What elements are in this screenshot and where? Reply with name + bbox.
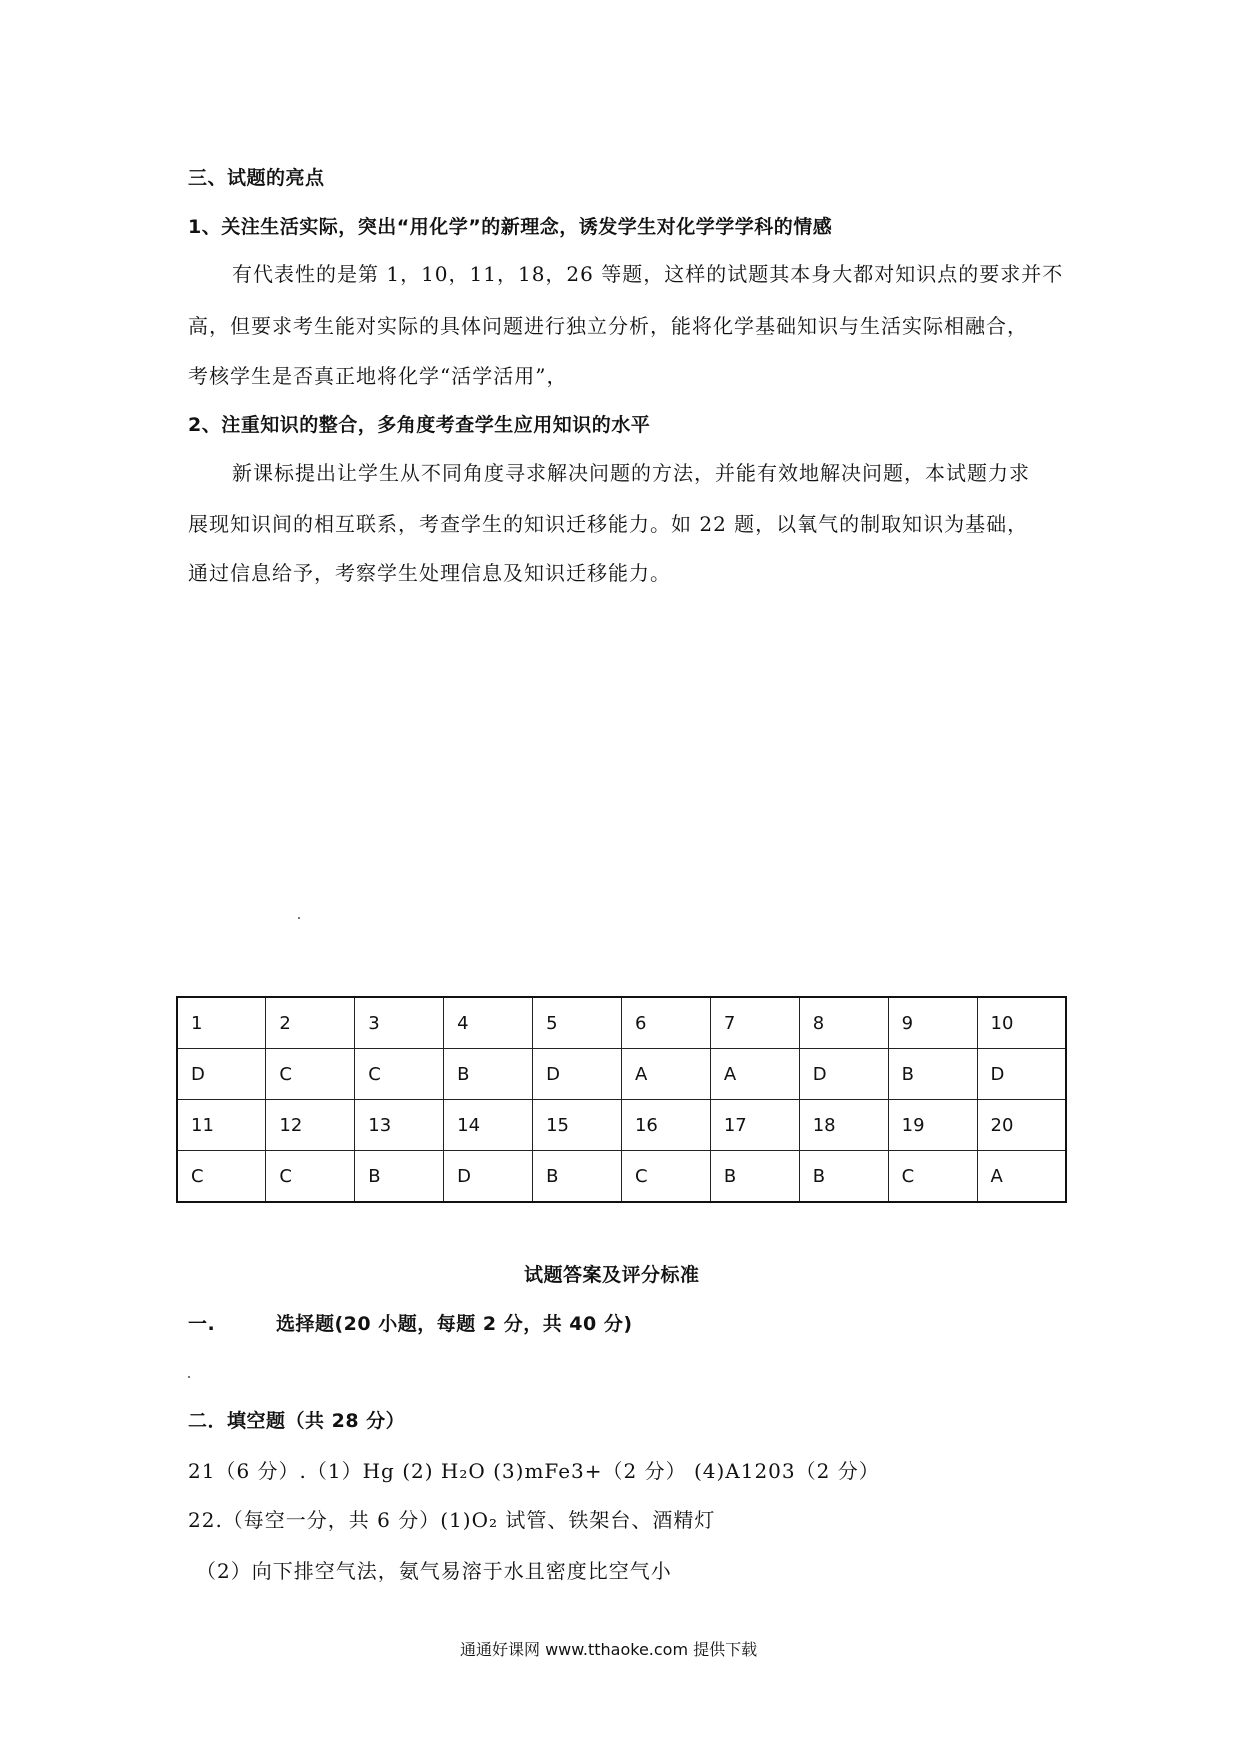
- item2-line-1: 新课标提出让学生从不同角度寻求解决问题的方法，并能有效地解决问题，本试题力求: [232, 461, 1030, 485]
- table-cell: C: [266, 1049, 355, 1100]
- answer-table: [176, 996, 1067, 1203]
- table-cell: C: [266, 1151, 355, 1203]
- item2-line-3: 通过信息给予，考察学生处理信息及知识迁移能力。: [188, 561, 671, 585]
- table-row: [177, 1100, 1066, 1151]
- item1-heading: 1、关注生活实际，突出“用化学”的新理念，诱发学生对化学学学科的情感: [188, 216, 833, 238]
- table-cell: 1: [177, 997, 266, 1049]
- item1-line-2: 高，但要求考生能对实际的具体问题进行独立分析，能将化学基础知识与生活实际相融合，: [188, 314, 1028, 338]
- table-row: [177, 1049, 1066, 1100]
- q21-answer: 21（6 分）.（1）Hg (2) H₂O (3)mFe3+（2 分） (4)A1203（2 分）: [188, 1459, 880, 1483]
- table-cell: 7: [710, 997, 799, 1049]
- table-cell: 4: [444, 997, 533, 1049]
- table-cell: 19: [888, 1100, 977, 1151]
- table-cell: B: [533, 1151, 622, 1203]
- table-cell: 17: [710, 1100, 799, 1151]
- item1-line-1: 有代表性的是第 1，10，11，18，26 等题，这样的试题其本身大都对知识点的要求并不: [232, 262, 1064, 286]
- table-cell: D: [799, 1049, 888, 1100]
- table-cell: A: [621, 1049, 710, 1100]
- table-cell: A: [710, 1049, 799, 1100]
- table-cell: C: [888, 1151, 977, 1203]
- table-cell: C: [621, 1151, 710, 1203]
- table-cell: A: [977, 1151, 1066, 1203]
- table-cell: B: [888, 1049, 977, 1100]
- scan-speck: [298, 917, 300, 919]
- table-cell: 6: [621, 997, 710, 1049]
- scan-speck: [188, 1376, 190, 1378]
- footer-credit: 通通好课网 www.tthaoke.com 提供下载: [460, 1640, 758, 1659]
- table-cell: C: [177, 1151, 266, 1203]
- table-cell: 13: [355, 1100, 444, 1151]
- answers-title: 试题答案及评分标准: [524, 1264, 700, 1286]
- table-cell: 20: [977, 1100, 1066, 1151]
- q22-part2-answer: （2）向下排空气法，氨气易溶于水且密度比空气小: [196, 1559, 672, 1583]
- table-cell: 5: [533, 997, 622, 1049]
- table-cell: B: [799, 1151, 888, 1203]
- table-cell: B: [444, 1049, 533, 1100]
- table-cell: B: [355, 1151, 444, 1203]
- table-cell: C: [355, 1049, 444, 1100]
- table-cell: 9: [888, 997, 977, 1049]
- table-cell: 11: [177, 1100, 266, 1151]
- table-cell: 18: [799, 1100, 888, 1151]
- part1-text: 选择题(20 小题，每题 2 分，共 40 分): [276, 1313, 633, 1335]
- item1-line-3: 考核学生是否真正地将化学“活学活用”，: [188, 364, 568, 388]
- section-heading: 三、试题的亮点: [188, 167, 325, 189]
- table-row: [177, 997, 1066, 1049]
- table-cell: 12: [266, 1100, 355, 1151]
- table-cell: D: [977, 1049, 1066, 1100]
- item2-heading: 2、注重知识的整合，多角度考查学生应用知识的水平: [188, 414, 651, 436]
- table-cell: D: [444, 1151, 533, 1203]
- table-cell: 16: [621, 1100, 710, 1151]
- part1-number: 一.: [188, 1313, 216, 1335]
- table-cell: 8: [799, 997, 888, 1049]
- table-cell: 3: [355, 997, 444, 1049]
- table-row: [177, 1151, 1066, 1203]
- item2-line-2: 展现知识间的相互联系，考查学生的知识迁移能力。如 22 题，以氧气的制取知识为基础，: [188, 512, 1029, 536]
- table-cell: D: [177, 1049, 266, 1100]
- table-cell: D: [533, 1049, 622, 1100]
- table-cell: 15: [533, 1100, 622, 1151]
- table-cell: 14: [444, 1100, 533, 1151]
- table-cell: 10: [977, 997, 1066, 1049]
- q22-answer: 22.（每空一分，共 6 分）(1)O₂ 试管、铁架台、酒精灯: [188, 1508, 716, 1532]
- table-cell: 2: [266, 997, 355, 1049]
- part2-heading: 二．填空题（共 28 分）: [188, 1410, 406, 1432]
- table-cell: B: [710, 1151, 799, 1203]
